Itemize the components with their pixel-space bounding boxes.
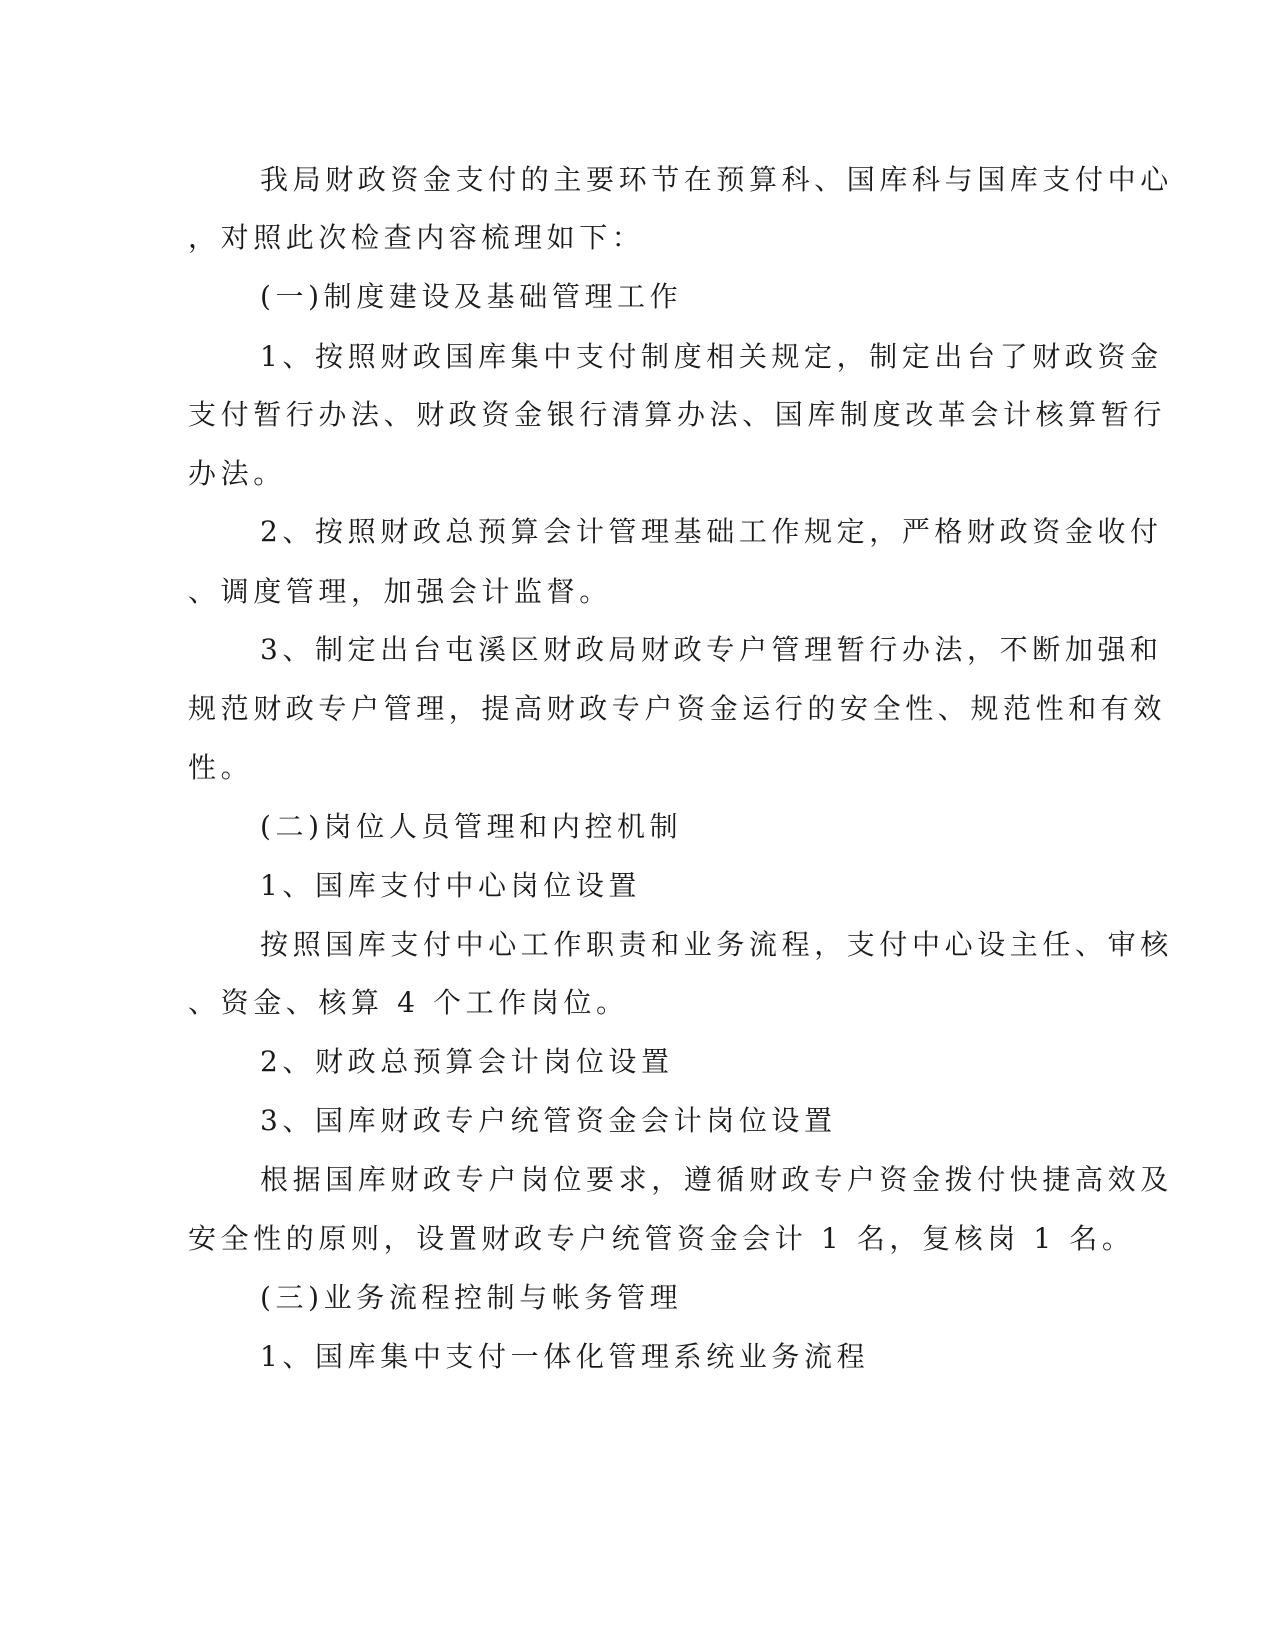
paragraph-line: 规范财政专户管理，提高财政专户资金运行的安全性、规范性和有效 <box>188 692 1167 725</box>
paragraph-line: 办法。 <box>188 457 286 490</box>
section-heading: (二)岗位人员管理和内控机制 <box>260 810 683 843</box>
paragraph-line: 3、制定出台屯溪区财政局财政专户管理暂行办法，不断加强和 <box>260 633 1163 666</box>
subsection-heading: 3、国库财政专户统管资金会计岗位设置 <box>260 1104 837 1137</box>
section-heading: (三)业务流程控制与帐务管理 <box>260 1281 683 1314</box>
paragraph-line: ，对照此次检查内容梳理如下： <box>188 221 645 254</box>
section-heading: (一)制度建设及基础管理工作 <box>260 280 683 313</box>
paragraph-line: 安全性的原则，设置财政专户统管资金会计 1 名，复核岗 1 名。 <box>188 1222 1135 1255</box>
paragraph-line: 2、按照财政总预算会计管理基础工作规定，严格财政资金收付 <box>260 515 1163 548</box>
paragraph-line: 1、按照财政国库集中支付制度相关规定，制定出台了财政资金 <box>260 340 1163 373</box>
subsection-heading: 2、财政总预算会计岗位设置 <box>260 1045 674 1078</box>
paragraph-line: 、调度管理，加强会计监督。 <box>188 575 612 608</box>
subsection-heading: 1、国库支付中心岗位设置 <box>260 869 642 902</box>
paragraph-line: 根据国库财政专户岗位要求，遵循财政专户资金拨付快捷高效及 <box>260 1163 1173 1196</box>
paragraph-line: 我局财政资金支付的主要环节在预算科、国库科与国库支付中心 <box>260 163 1173 196</box>
paragraph-line: 按照国库支付中心工作职责和业务流程，支付中心设主任、审核 <box>260 928 1173 961</box>
paragraph-line: 性。 <box>188 751 254 784</box>
paragraph-line: 支付暂行办法、财政资金银行清算办法、国库制度改革会计核算暂行 <box>188 398 1167 431</box>
subsection-heading: 1、国库集中支付一体化管理系统业务流程 <box>260 1340 870 1373</box>
paragraph-line: 、资金、核算 4 个工作岗位。 <box>188 986 629 1019</box>
